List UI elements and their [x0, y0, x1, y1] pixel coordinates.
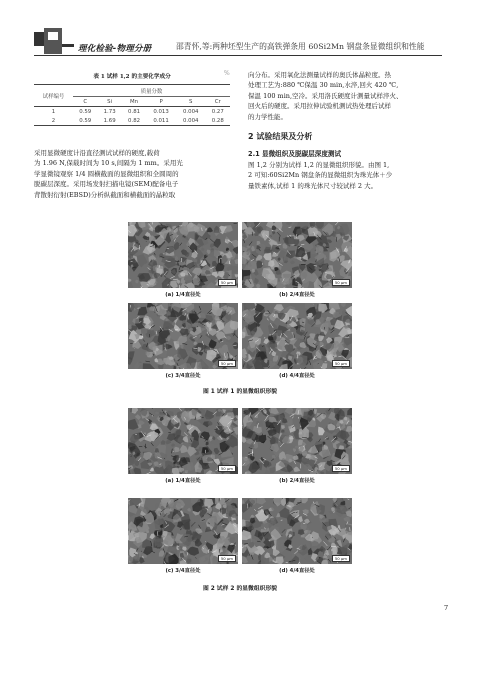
journal-name: 理化检验-物理分册 — [78, 44, 152, 54]
table-col-header: C — [83, 98, 88, 105]
table-cell: 0.013 — [153, 108, 169, 115]
micrograph-image — [128, 303, 238, 369]
table-col-header: Si — [107, 98, 113, 105]
table-cell: 0.004 — [183, 117, 199, 124]
text-line: 2 可知:60Si2Mn 钢盘条的显微组织为珠光体＋少 — [248, 171, 393, 180]
text-line: 处理工艺为:880 ℃保温 30 min,水淬,回火 420 ℃, — [248, 81, 399, 90]
text-line: 向分布。采用氧化法测量试样的奥氏体晶粒度。热 — [248, 71, 391, 79]
text-line: 的力学性能。 — [248, 112, 287, 121]
page-number: 7 — [444, 604, 449, 612]
micrograph-image — [242, 222, 352, 288]
scale-bar: 50 μm — [218, 360, 236, 367]
panel-label: (b) 2/4直径处 — [279, 292, 315, 298]
table-col-header: P — [159, 98, 163, 105]
figure-caption: 图 1 试样 1 的显微组织形貌 — [202, 389, 278, 395]
table-row — [34, 107, 230, 117]
table-cell: 0.59 — [79, 117, 92, 124]
scale-bar: 50 μm — [332, 279, 350, 286]
micrograph-image — [128, 498, 238, 564]
figure-caption: 图 2 试样 2 的显微组织形貌 — [202, 586, 278, 592]
text-line: 量铁素体,试样 1 的珠光体尺寸较试样 2 大。 — [248, 181, 378, 190]
table-row — [34, 116, 230, 126]
table-col-header: Cr — [214, 98, 221, 105]
table-cell: 0.011 — [153, 117, 169, 124]
table-unit-mark: % — [224, 70, 230, 77]
table-cell: 0.004 — [183, 108, 199, 115]
table-cell: 0.82 — [128, 117, 141, 124]
micrograph-image — [128, 408, 238, 474]
composition-table — [34, 84, 230, 126]
table-cell: 0.59 — [79, 108, 92, 115]
scale-bar: 50 μm — [218, 555, 236, 562]
scale-bar: 50 μm — [332, 360, 350, 367]
panel-label: (c) 3/4直径处 — [165, 568, 201, 574]
panel-label: (a) 1/4直径处 — [165, 478, 201, 484]
micrograph-image — [128, 222, 238, 288]
text-line: 背散射衍射(EBSD)分析纵截面和横截面的晶粒取 — [34, 190, 176, 199]
body-paragraph-results — [248, 160, 446, 191]
scale-bar: 50 μm — [218, 465, 236, 472]
scale-bar: 50 μm — [218, 279, 236, 286]
table-col-header: S — [189, 98, 193, 105]
table-cell: 1.73 — [103, 108, 116, 115]
section-heading: 2 试验结果及分析 — [248, 132, 313, 141]
table-caption: 表 1 试样 1,2 的主要化学成分 — [93, 74, 171, 80]
micrograph-image — [242, 498, 352, 564]
table-row-header: 试样编号 — [34, 85, 73, 107]
panel-label: (d) 4/4直径处 — [279, 373, 315, 379]
table-cell: 0.27 — [211, 108, 224, 115]
body-paragraph-left — [34, 148, 232, 200]
micrograph-image — [242, 303, 352, 369]
journal-logo-icon — [34, 28, 74, 54]
text-line: 为 1.96 N,保载时间为 10 s,间隔为 1 mm。采用光 — [34, 159, 183, 168]
panel-label: (b) 2/4直径处 — [279, 478, 315, 484]
text-line: 学显微镜观察 1/4 圆横截面的显微组织和全圆周的 — [34, 169, 179, 178]
table-cell: 0.28 — [211, 117, 224, 124]
table-cell: 1 — [51, 108, 56, 115]
text-line: 图 1,2 分别为试样 1,2 的显微组织形貌。由图 1, — [248, 161, 390, 169]
running-head: 邵青怀,等:两种坯型生产的高铁弹条用 60Si2Mn 钢盘条显微组织和性能 — [176, 42, 425, 51]
table-cell: 1.69 — [103, 117, 116, 124]
header-rule — [34, 55, 442, 56]
table-cell: 0.81 — [128, 108, 141, 115]
text-line: 采用显微硬度计沿直径测试试样的硬度,载荷 — [34, 149, 160, 157]
scale-bar: 50 μm — [332, 555, 350, 562]
panel-label: (d) 4/4直径处 — [279, 568, 315, 574]
panel-label: (a) 1/4直径处 — [165, 292, 201, 298]
text-line: 脱碳层深度。采用场发射扫描电镜(SEM)配备电子 — [34, 180, 179, 189]
scale-bar: 50 μm — [332, 465, 350, 472]
text-line: 保温 100 min,空冷。采用洛氏硬度计测量试样淬火、 — [248, 91, 403, 100]
subsection-heading: 2.1 显微组织及脱碳层深度测试 — [248, 150, 342, 158]
table-cell: 2 — [51, 117, 56, 124]
body-paragraph-right — [248, 70, 446, 122]
micrograph-image — [242, 408, 352, 474]
panel-label: (c) 3/4直径处 — [165, 373, 201, 379]
table-col-header: Mn — [130, 98, 139, 105]
table-col-group: 质量分数 — [73, 85, 230, 97]
text-line: 回火后的硬度。采用拉伸试验机测试热处理后试样 — [248, 102, 391, 111]
